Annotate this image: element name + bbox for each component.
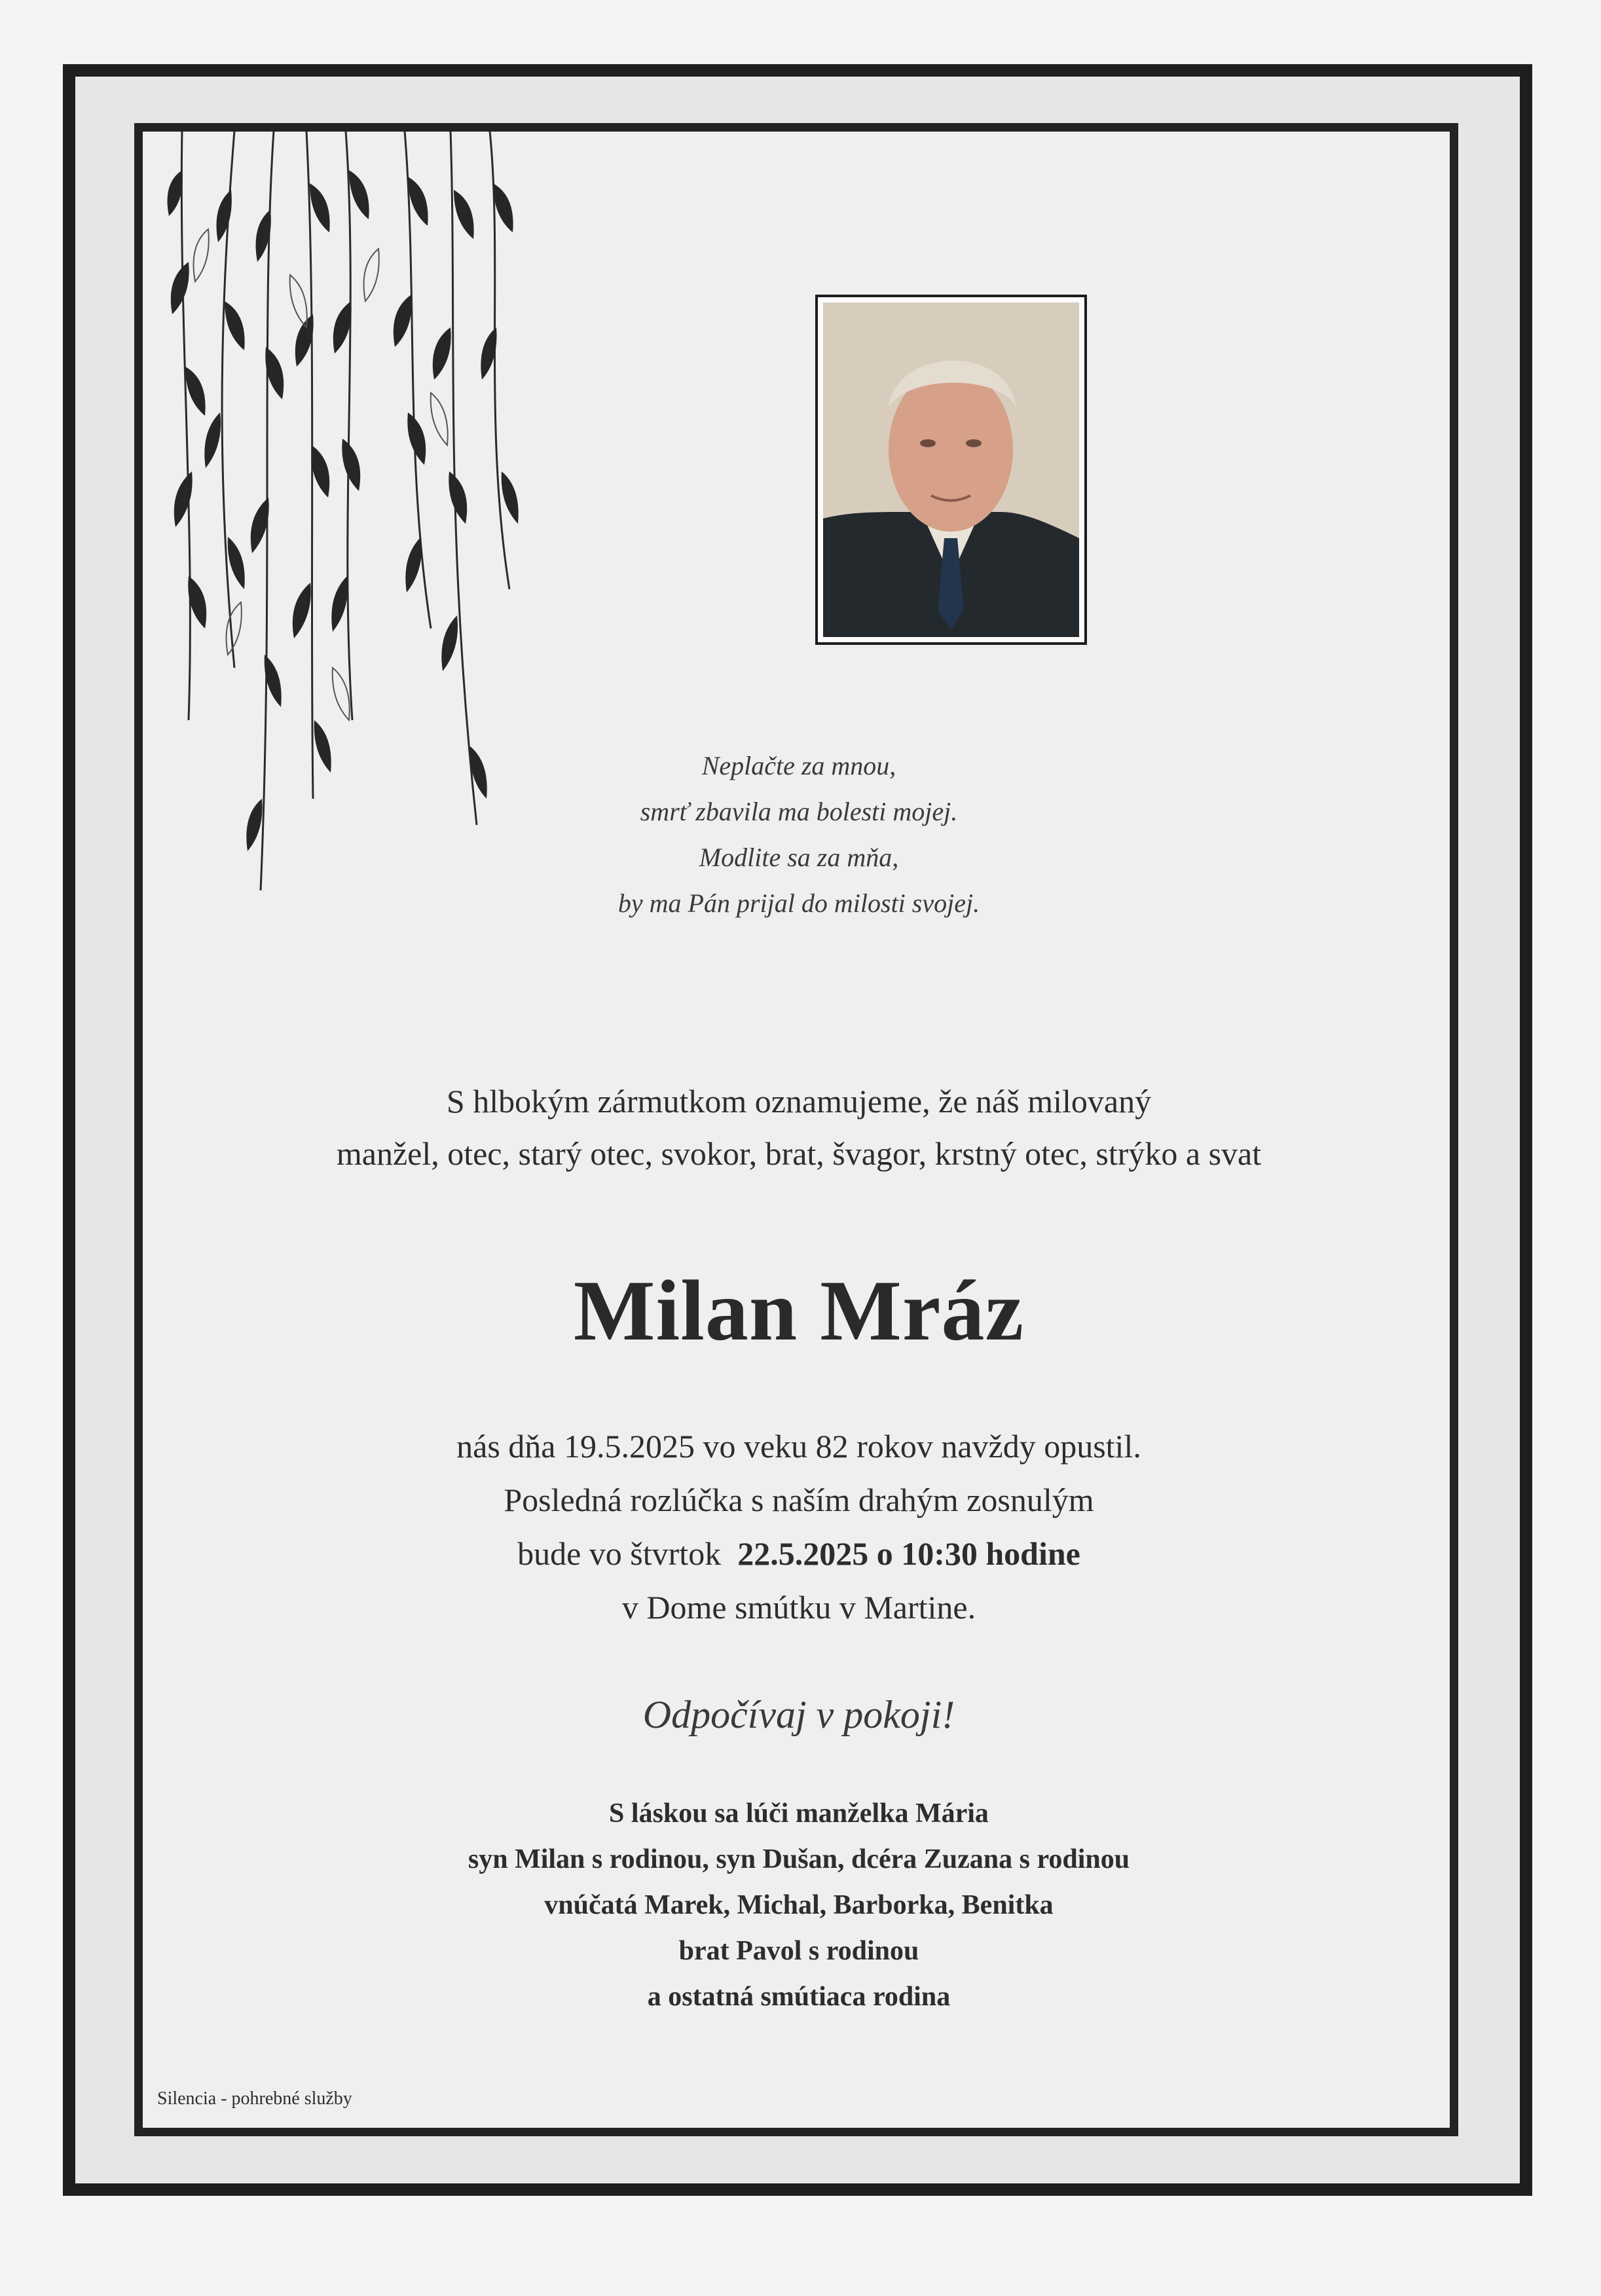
intro-line: manžel, otec, starý otec, svokor, brat, švagor, krstný otec, strýko a svat: [336, 1135, 1262, 1172]
family-list: [151, 1791, 1447, 2020]
verse-line: by ma Pán prijal do milosti svojej.: [617, 888, 980, 918]
funeral-details: [151, 1419, 1447, 1634]
verse-block: [151, 743, 1447, 926]
portrait-photo: [815, 295, 1087, 645]
verse-line: Modlite sa za mňa,: [699, 843, 899, 872]
details-prefix: bude vo štvrtok: [517, 1535, 722, 1572]
family-line: syn Milan s rodinou, syn Dušan, dcéra Zuzana s rodinou: [468, 1844, 1130, 1874]
deceased-name: Milan Mráz: [573, 1262, 1025, 1358]
intro-line: S hlbokým zármutkom oznamujeme, že náš milovaný: [446, 1083, 1152, 1120]
portrait-image: [823, 302, 1079, 637]
family-line: vnúčatá Marek, Michal, Barborka, Benitka: [544, 1890, 1054, 1920]
details-line: Posledná rozlúčka s naším drahým zosnulým: [504, 1482, 1094, 1518]
funeral-datetime: 22.5.2025 o 10:30 hodine: [737, 1535, 1080, 1572]
details-line: nás dňa 19.5.2025 vo veku 82 rokov navždy opustil.: [456, 1428, 1141, 1465]
verse-line: smrť zbavila ma bolesti mojej.: [640, 797, 958, 826]
verse-line: Neplačte za mnou,: [701, 751, 896, 780]
family-line: a ostatná smútiaca rodina: [647, 1982, 951, 2012]
funeral-service-credit: Silencia - pohrebné služby: [157, 2088, 352, 2109]
details-line-datetime: [151, 1527, 1447, 1580]
family-line: brat Pavol s rodinou: [678, 1936, 919, 1966]
announcement-intro: [151, 1075, 1447, 1180]
family-line: S láskou sa lúči manželka Mária: [609, 1798, 989, 1829]
farewell-text: Odpočívaj v pokoji!: [642, 1693, 955, 1736]
details-line: v Dome smútku v Martine.: [621, 1589, 976, 1626]
